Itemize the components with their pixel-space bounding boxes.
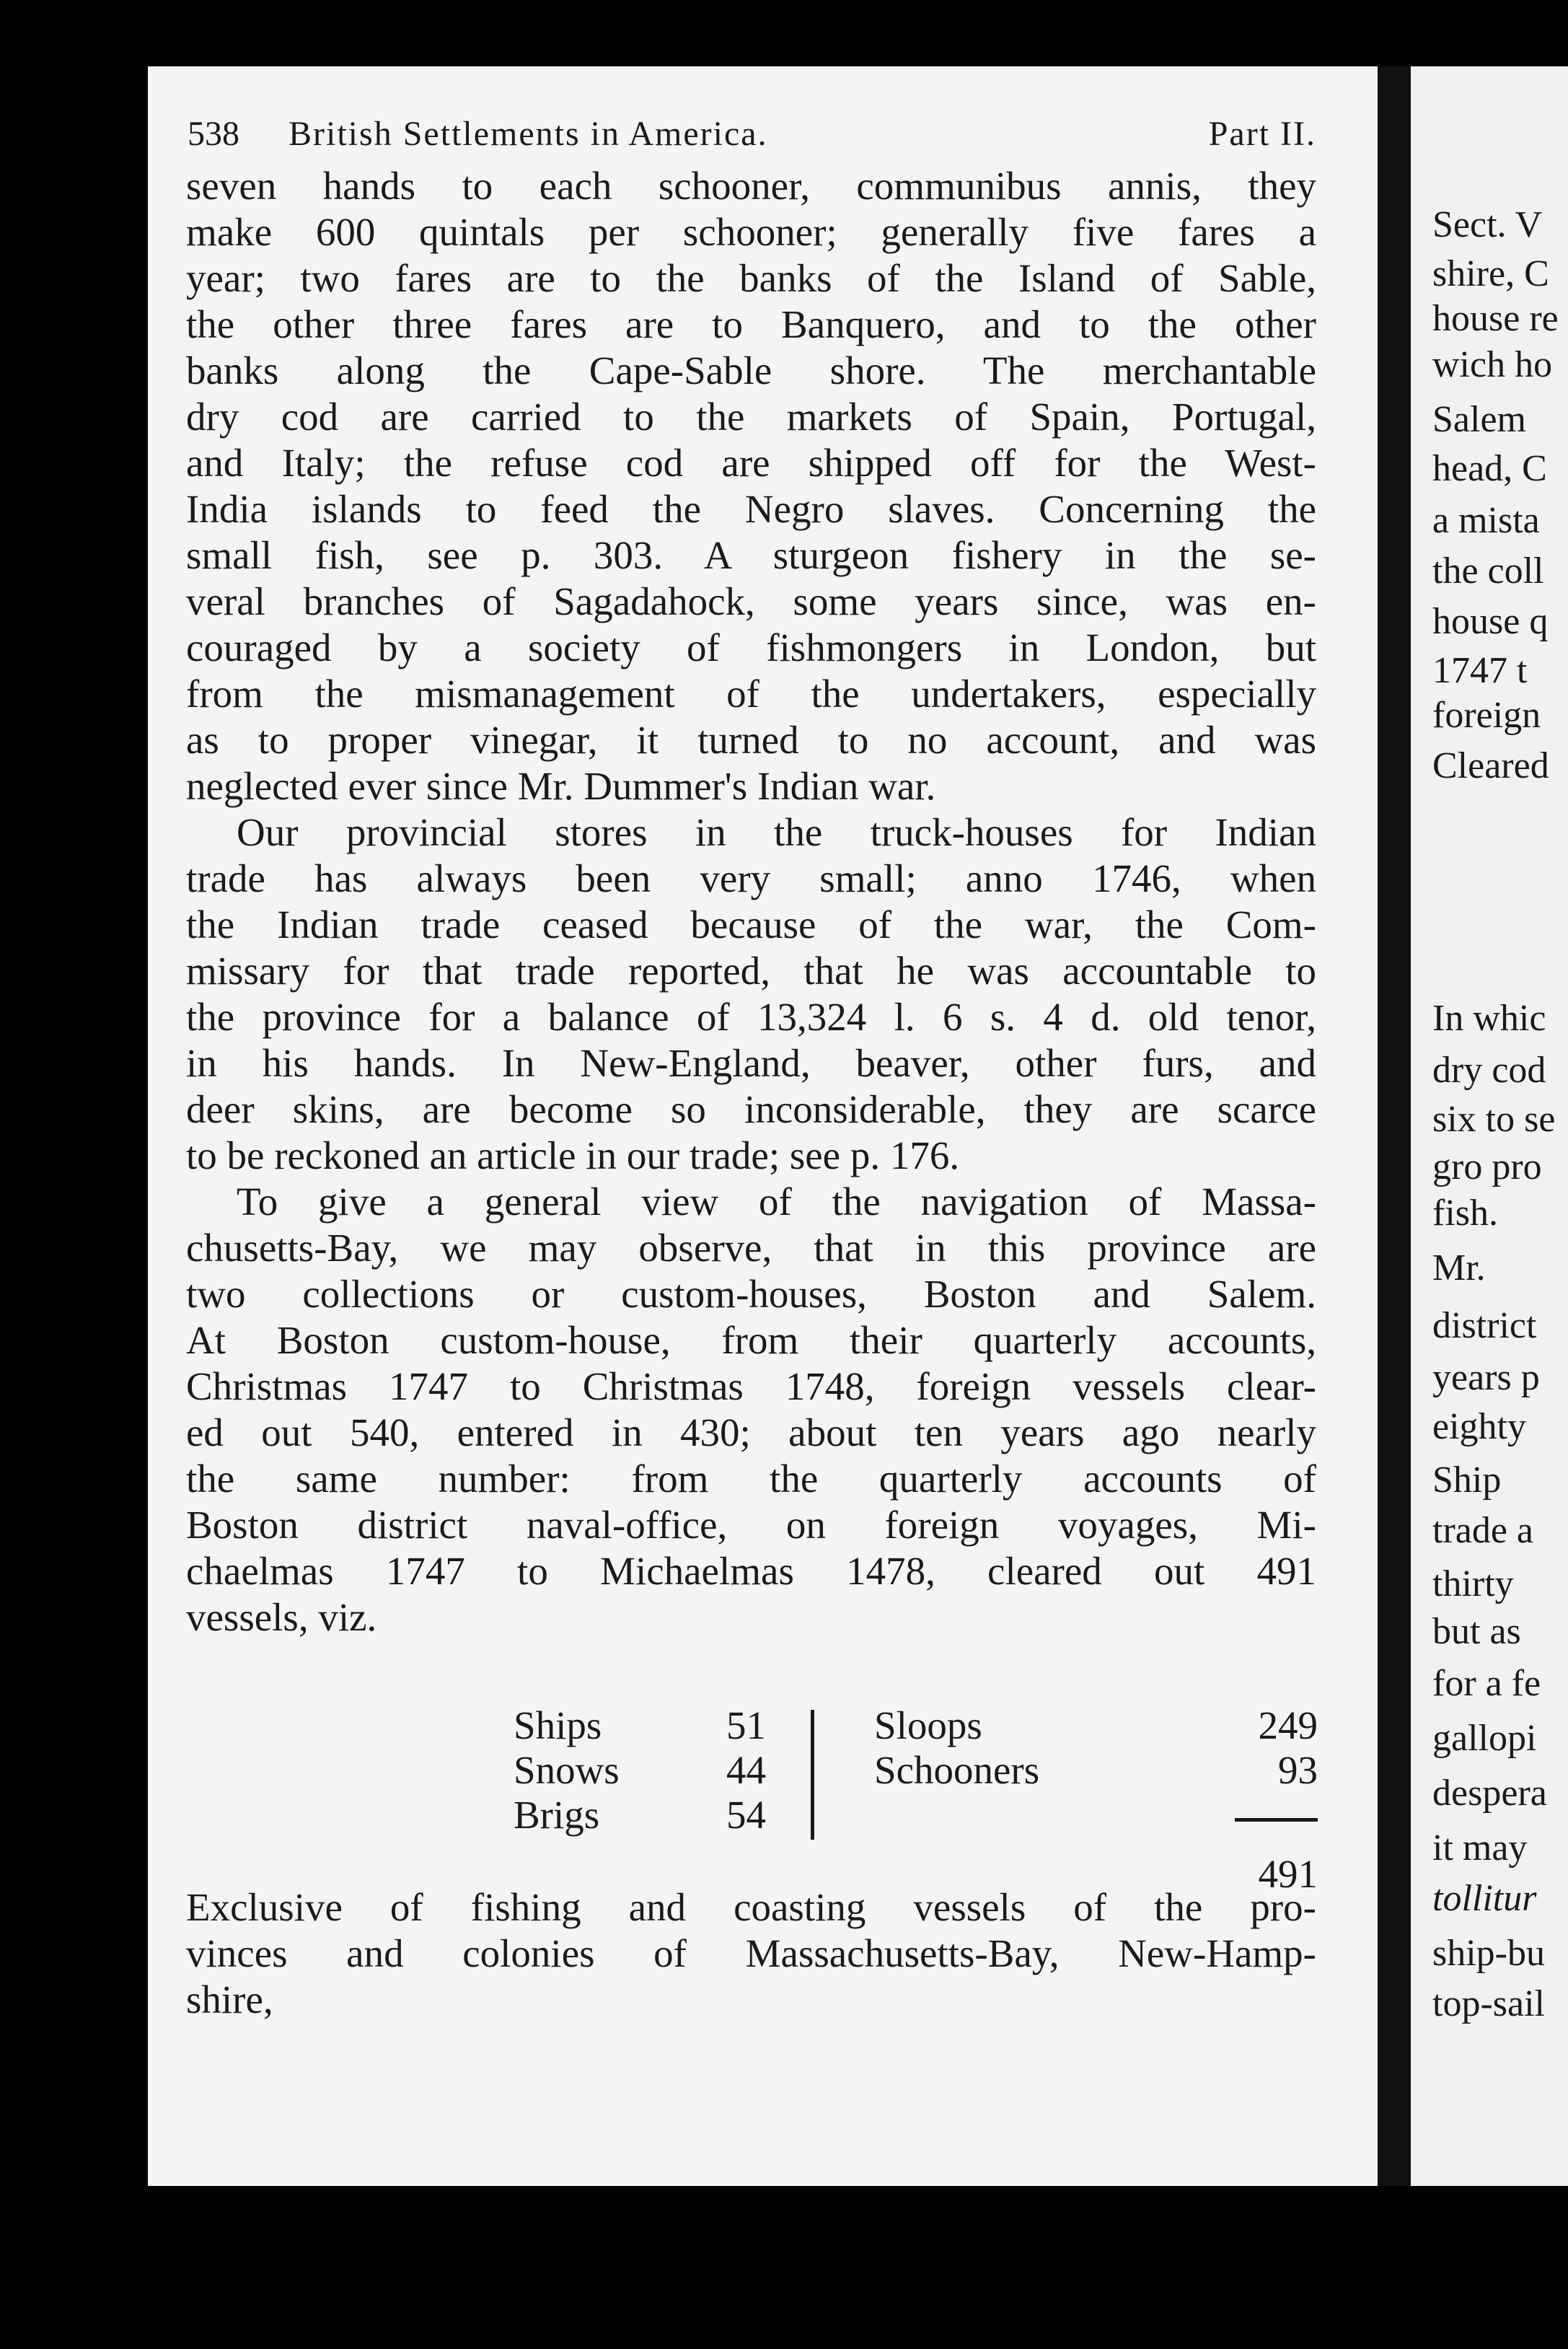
- vessel-type: Snows: [514, 1748, 620, 1792]
- text-line: ed out 540, entered in 430; about ten years ago nearly: [186, 1410, 1316, 1454]
- text-line: year; two fares are to the banks of the Island of Sable,: [186, 256, 1316, 300]
- text-line: and Italy; the refuse cod are shipped off for the West-: [186, 441, 1316, 485]
- vessel-count: 93: [1278, 1748, 1318, 1792]
- vessel-count: 249: [1258, 1703, 1318, 1747]
- adjacent-page-fragment: a mista: [1432, 500, 1540, 541]
- adjacent-page-fragment: shire, C: [1432, 253, 1549, 294]
- page-gutter: [1378, 66, 1411, 2186]
- adjacent-page-fragment: gro pro: [1432, 1146, 1542, 1187]
- text-line: India islands to feed the Negro slaves. Concerning the: [186, 487, 1316, 531]
- adjacent-page-fragment: Mr.: [1432, 1247, 1486, 1288]
- adjacent-page-fragment: house re: [1432, 298, 1559, 339]
- text-line: Our provincial stores in the truck-houses for Indian: [237, 810, 1316, 854]
- text-line: in his hands. In New-England, beaver, other furs, and: [186, 1041, 1316, 1085]
- text-line: veral branches of Sagadahock, some years since, was en-: [186, 579, 1316, 623]
- vessel-type: Sloops: [874, 1703, 982, 1747]
- adjacent-page-fragment: tollitur: [1432, 1878, 1537, 1919]
- text-line: trade has always been very small; anno 1746, when: [186, 856, 1316, 900]
- text-line: deer skins, are become so inconsiderable, they are scarce: [186, 1087, 1316, 1131]
- text-line: to be reckoned an article in our trade; see p. 176.: [186, 1133, 960, 1177]
- adjacent-page-fragment: trade a: [1432, 1510, 1534, 1551]
- vessels-table: [514, 1703, 1318, 1896]
- text-line: the Indian trade ceased because of the war, the Com-: [186, 903, 1316, 947]
- text-line: as to proper vinegar, it turned to no account, and was: [186, 718, 1316, 762]
- text-line: vinces and colonies of Massachusetts-Bay, New-Hamp-: [186, 1931, 1316, 1975]
- vessel-type: Ships: [514, 1703, 602, 1747]
- adjacent-page-fragment: six to se: [1432, 1099, 1556, 1140]
- text-line: To give a general view of the navigation of Massa-: [237, 1180, 1316, 1224]
- text-line: Christmas 1747 to Christmas 1748, foreign vessels clear-: [186, 1364, 1316, 1408]
- adjacent-page-fragment: 1747 t: [1432, 650, 1528, 691]
- text-line: the other three fares are to Banquero, and to the other: [186, 302, 1316, 346]
- text-line: dry cod are carried to the markets of Spain, Portugal,: [186, 395, 1316, 439]
- adjacent-page-fragment: gallopi: [1432, 1718, 1537, 1759]
- text-line: Exclusive of fishing and coasting vessels of the pro-: [186, 1885, 1316, 1929]
- text-line: vessels, viz.: [186, 1595, 377, 1639]
- adjacent-page-fragment: dry cod: [1432, 1050, 1546, 1091]
- text-line: from the mismanagement of the undertakers, especially: [186, 672, 1316, 716]
- continuation-text: [186, 1884, 1316, 2023]
- adjacent-page-edge: [1411, 66, 1568, 2186]
- part-label: Part II.: [1208, 115, 1316, 153]
- adjacent-page-fragment: ship-bu: [1432, 1933, 1545, 1974]
- adjacent-page-fragment: for a fe: [1432, 1663, 1541, 1704]
- adjacent-page-fragment: fish.: [1432, 1193, 1498, 1234]
- vessel-count: 51: [726, 1703, 766, 1747]
- text-line: couraged by a society of fishmongers in London, but: [186, 625, 1316, 669]
- adjacent-page-fragment: foreign: [1432, 695, 1541, 736]
- text-line: chaelmas 1747 to Michaelmas 1478, cleared out 491: [186, 1549, 1316, 1593]
- text-line: the same number: from the quarterly accounts of: [186, 1457, 1316, 1501]
- adjacent-page-fragment: the coll: [1432, 550, 1544, 592]
- adjacent-page-fragment: Cleared: [1432, 745, 1549, 786]
- adjacent-page-fragment: district: [1432, 1305, 1537, 1346]
- vessel-count: 44: [726, 1748, 766, 1792]
- table-divider: [811, 1710, 814, 1840]
- adjacent-page-fragment: house q: [1432, 601, 1549, 642]
- adjacent-page-fragment: head, C: [1432, 448, 1547, 489]
- text-line: banks along the Cape-Sable shore. The merchantable: [186, 348, 1316, 392]
- adjacent-page-fragment: Ship: [1432, 1459, 1502, 1501]
- vessel-total: 491: [1258, 1852, 1318, 1896]
- adjacent-page-fragment: wich ho: [1432, 344, 1553, 385]
- adjacent-page-fragment: Sect. V: [1432, 204, 1543, 245]
- vessel-count: 54: [726, 1793, 766, 1837]
- page-number: 538: [188, 115, 239, 153]
- adjacent-page-fragment: top-sail: [1432, 1983, 1545, 2024]
- adjacent-page-fragment: but as: [1432, 1611, 1521, 1652]
- adjacent-page-fragment: despera: [1432, 1773, 1547, 1814]
- text-line: make 600 quintals per schooner; generally five fares a: [186, 210, 1316, 254]
- running-header: [188, 114, 1316, 160]
- text-line: missary for that trade reported, that he was accountable to: [186, 949, 1316, 993]
- text-line: two collections or custom-houses, Boston and Salem.: [186, 1272, 1316, 1316]
- adjacent-page-fragment: Salem: [1432, 399, 1526, 440]
- text-line: At Boston custom-house, from their quarterly accounts,: [186, 1318, 1316, 1362]
- text-line: small fish, see p. 303. A sturgeon fishery in the se-: [186, 533, 1316, 577]
- adjacent-page-fragment: thirty: [1432, 1563, 1514, 1604]
- vessel-type: Brigs: [514, 1793, 600, 1837]
- text-line: shire,: [186, 1977, 273, 2021]
- adjacent-page-fragment: In whic: [1432, 998, 1546, 1039]
- text-line: neglected ever since Mr. Dummer's Indian war.: [186, 764, 936, 808]
- text-line: chusetts-Bay, we may observe, that in this province are: [186, 1226, 1316, 1270]
- adjacent-page-fragment: years p: [1432, 1357, 1540, 1398]
- text-line: the province for a balance of 13,324 l. 6 s. 4 d. old tenor,: [186, 995, 1316, 1039]
- text-line: Boston district naval-office, on foreign voyages, Mi-: [186, 1503, 1316, 1547]
- vessel-type: Schooners: [874, 1748, 1040, 1792]
- running-title: British Settlements in America.: [289, 115, 768, 153]
- sum-rule: [1235, 1818, 1318, 1822]
- body-text: [186, 163, 1316, 1641]
- text-line: seven hands to each schooner, communibus annis, they: [186, 164, 1316, 208]
- adjacent-page-fragment: it may: [1432, 1827, 1528, 1869]
- adjacent-page-fragment: eighty: [1432, 1406, 1526, 1447]
